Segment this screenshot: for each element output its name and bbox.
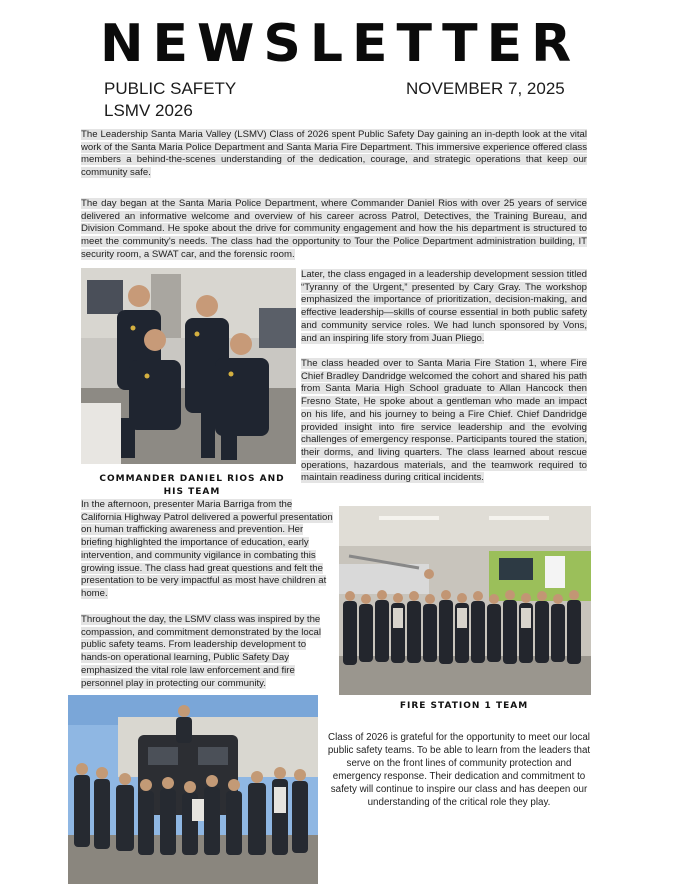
subtitle-line-1: PUBLIC SAFETY xyxy=(104,79,237,98)
closing-paragraph: Class of 2026 is grateful for the opportunity to meet our local public safety teams. To be able to learn from the leaders that serve on the front lines of community protection and emergency response. Their dedication and commitment to safety will continue to inspire our class and has deepen our understanding of the critical role they play. xyxy=(327,732,591,808)
class-swat-vehicle-photo xyxy=(68,695,318,884)
afternoon-paragraph xyxy=(81,499,333,601)
summary-paragraph xyxy=(81,614,333,690)
afternoon-text: In the afternoon, presenter Maria Barriga from the California Highway Patrol delivered a powerful presentation on human trafficking awareness and prevention. Her briefing highlighted the importance of education, early intervention, and community vigilance in combating this growing issue. The class had great questions and felt the presentation to be very impactful as most have children at home. xyxy=(81,499,333,599)
police-team-photo xyxy=(81,268,296,464)
fire-station-text: The class headed over to Santa Maria Fire Station 1, where Fire Chief Bradley Dandridge welcomed the cohort and shared his path from Santa Maria High School graduate to Allan Hancock then Fresno State, He spoke about a gentleman who made an impact on his life, and his journey to being a Fire Chief. Chief Dandridge provided insight into fire service leadership and the evolving challenges of emergency response. Participants toured the station, their dorms, and living quarters. The class learned about rescue operations, hazardous materials, and the teamwork required to maintain readiness during critical incidents. xyxy=(301,358,587,484)
class-swat-vehicle-photo-image xyxy=(68,695,318,884)
leadership-session-paragraph xyxy=(301,269,587,345)
newsletter-title: NEWSLETTER xyxy=(100,14,581,74)
leadership-session-text: Later, the class engaged in a leadership development session titled “Tyranny of the Urgent,” presented by Cary Gray. The workshop emphasized the importance of prioritization, decision-making, and effective leadership—skills of course essential in both public safety and community service roles. We had lunch sponsored by Vons, and an inspiring life story from Juan Pliego. xyxy=(301,269,587,344)
fire-station-team-photo-image xyxy=(339,506,591,695)
summary-text: Throughout the day, the LSMV class was inspired by the compassion, and commitment demonstrated by the local public safety teams. From leadership development to hands-on operational learning, Public Safety Day emphasized the vital role law enforcement and fire personnel play in protecting our community. xyxy=(81,614,321,689)
fire-station-paragraph xyxy=(301,358,587,485)
subtitle-line-2: LSMV 2026 xyxy=(104,101,193,120)
police-team-caption: COMMANDER DANIEL RIOS AND HIS TEAM xyxy=(99,474,285,497)
police-department-text: The day began at the Santa Maria Police Department, where Commander Daniel Rios with over 25 years of service delivered an informative welcome and overview of his career across Patrol, Detectives, the Training Bureau, and Division Command. He spoke about the drive for community engagement and how the his department is structured to meet the community's needs. The class had the opportunity to Tour the Police Department administration building, IT security room, a SWAT car, and the forensic room. xyxy=(81,198,587,260)
fire-station-team-caption: FIRE STATION 1 TEAM xyxy=(399,701,529,711)
intro-paragraph xyxy=(81,129,587,180)
fire-station-team-photo xyxy=(339,506,591,695)
police-team-photo-image xyxy=(81,268,296,464)
intro-paragraph-text: The Leadership Santa Maria Valley (LSMV) Class of 2026 spent Public Safety Day gaining an in-depth look at the vital work of the Santa Maria Police Department and Santa Maria Fire Department. This immersive experience offered class members a behind-the-scenes understanding of the dedication, courage, and strategic operations that keep our community safe. xyxy=(81,129,587,179)
newsletter-date: NOVEMBER 7, 2025 xyxy=(406,79,565,98)
newsletter-subtitle xyxy=(104,78,236,122)
police-department-paragraph xyxy=(81,198,587,262)
